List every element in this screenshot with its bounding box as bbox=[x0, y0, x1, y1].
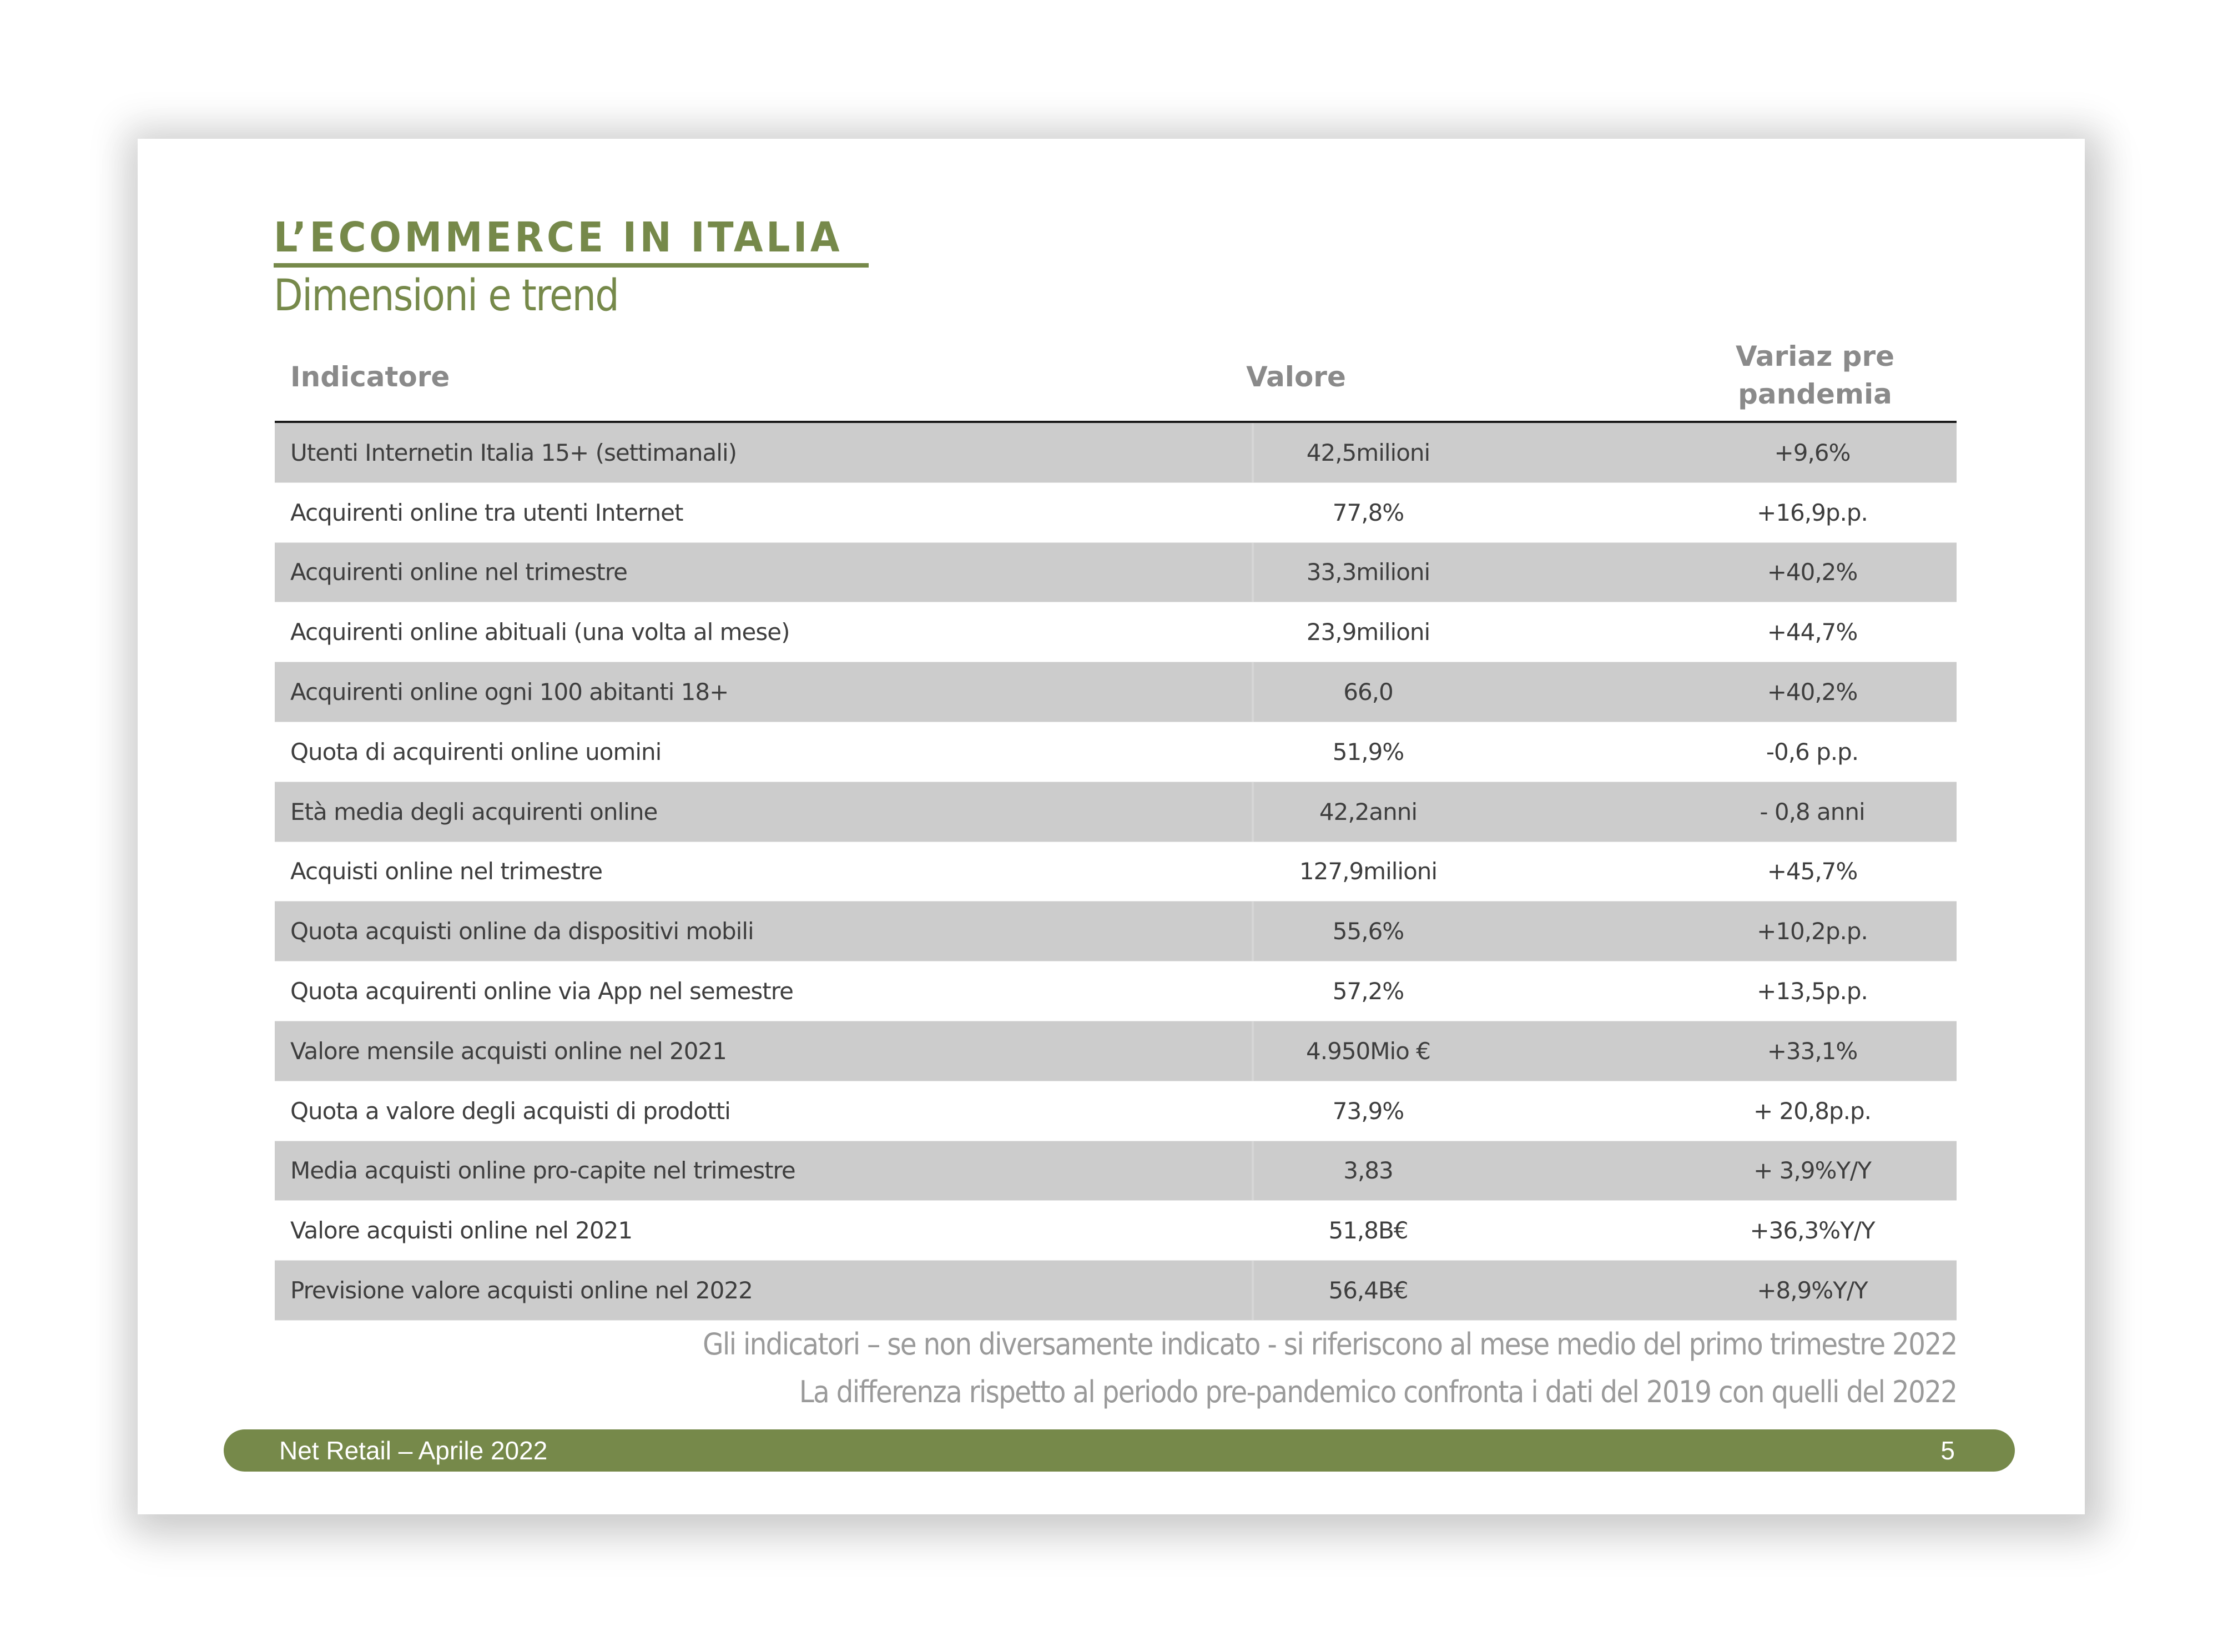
cell-variaz: +9,6% bbox=[1774, 439, 1851, 466]
cell-indicatore: Valore mensile acquisti online nel 2021 bbox=[290, 1037, 727, 1065]
cell-indicatore: Media acquisti online pro-capite nel trimestre bbox=[290, 1157, 795, 1185]
column-header-variaz-line1: Variaz pre bbox=[1735, 340, 1895, 372]
cell-variaz: + 3,9%Y/Y bbox=[1753, 1157, 1871, 1185]
cell-valore: 33,3milioni bbox=[1306, 558, 1430, 586]
column-header-valore: Valore bbox=[1246, 361, 1346, 393]
table-row bbox=[275, 1201, 1957, 1261]
cell-variaz: - 0,8 anni bbox=[1760, 798, 1865, 825]
table-header bbox=[275, 333, 1957, 423]
cell-variaz: +45,7% bbox=[1767, 858, 1858, 885]
table-row bbox=[275, 722, 1957, 782]
cell-indicatore: Età media degli acquirenti online bbox=[290, 798, 658, 825]
cell-indicatore: Quota di acquirenti online uomini bbox=[290, 738, 662, 765]
cell-variaz: -0,6 p.p. bbox=[1766, 738, 1859, 765]
page-number: 5 bbox=[1940, 1436, 1955, 1465]
column-header-variaz bbox=[1723, 338, 1907, 413]
cell-valore: 3,83 bbox=[1343, 1157, 1393, 1185]
column-header-variaz-line2: pandemia bbox=[1738, 378, 1892, 410]
table-row bbox=[275, 1021, 1957, 1081]
cell-valore: 55,6% bbox=[1332, 918, 1404, 945]
table-row bbox=[275, 842, 1957, 902]
table-row bbox=[275, 602, 1957, 662]
cell-variaz: +16,9p.p. bbox=[1757, 498, 1868, 526]
cell-valore: 23,9milioni bbox=[1306, 618, 1430, 646]
cell-indicatore: Quota acquirenti online via App nel semestre bbox=[290, 978, 793, 1005]
cell-indicatore: Quota a valore degli acquisti di prodotti bbox=[290, 1097, 730, 1125]
slide-subtitle: Dimensioni e trend bbox=[274, 271, 619, 321]
cell-variaz: +13,5p.p. bbox=[1757, 978, 1868, 1005]
table-row bbox=[275, 901, 1957, 961]
table-row bbox=[275, 961, 1957, 1021]
title-underline bbox=[274, 263, 869, 268]
cell-indicatore: Previsione valore acquisti online nel 2022 bbox=[290, 1277, 753, 1305]
cell-variaz: +8,9%Y/Y bbox=[1757, 1277, 1868, 1305]
table-row bbox=[275, 1141, 1957, 1201]
indicators-table bbox=[275, 333, 1957, 1321]
table-row bbox=[275, 483, 1957, 543]
table-row bbox=[275, 662, 1957, 722]
slide-title: L’ECOMMERCE IN ITALIA bbox=[274, 214, 843, 261]
cell-indicatore: Acquisti online nel trimestre bbox=[290, 858, 603, 885]
cell-valore: 127,9milioni bbox=[1299, 858, 1438, 885]
cell-indicatore: Acquirenti online ogni 100 abitanti 18+ bbox=[290, 678, 729, 706]
cell-variaz: +44,7% bbox=[1767, 618, 1858, 646]
cell-valore: 66,0 bbox=[1343, 678, 1393, 706]
cell-valore: 4.950Mio € bbox=[1306, 1037, 1430, 1065]
cell-indicatore: Quota acquisti online da dispositivi mobili bbox=[290, 918, 754, 945]
cell-variaz: + 20,8p.p. bbox=[1753, 1097, 1872, 1125]
table-row bbox=[275, 423, 1957, 483]
table-row bbox=[275, 782, 1957, 842]
cell-valore: 57,2% bbox=[1332, 978, 1404, 1005]
cell-valore: 51,8B€ bbox=[1328, 1217, 1408, 1245]
cell-indicatore: Acquirenti online abituali (una volta al mese) bbox=[290, 618, 790, 646]
footnote-reference-period: Gli indicatori – se non diversamente indicato - si riferiscono al mese medio del primo trimestre 2022 bbox=[702, 1327, 1957, 1362]
cell-variaz: +10,2p.p. bbox=[1757, 918, 1868, 945]
cell-variaz: +36,3%Y/Y bbox=[1750, 1217, 1875, 1245]
cell-valore: 42,5milioni bbox=[1306, 439, 1430, 466]
column-header-indicatore: Indicatore bbox=[290, 361, 450, 393]
footer-bar bbox=[224, 1429, 2015, 1472]
cell-valore: 73,9% bbox=[1332, 1097, 1404, 1125]
table-row bbox=[275, 1261, 1957, 1321]
cell-indicatore: Acquirenti online nel trimestre bbox=[290, 558, 627, 586]
table-row bbox=[275, 543, 1957, 603]
cell-variaz: +40,2% bbox=[1767, 678, 1858, 706]
footnote-pre-pandemic-comparison: La differenza rispetto al periodo pre-pandemico confronta i dati del 2019 con quelli del 2022 bbox=[799, 1374, 1957, 1409]
cell-variaz: +33,1% bbox=[1767, 1037, 1858, 1065]
cell-variaz: +40,2% bbox=[1767, 558, 1858, 586]
cell-indicatore: Acquirenti online tra utenti Internet bbox=[290, 498, 683, 526]
cell-valore: 77,8% bbox=[1332, 498, 1404, 526]
slide bbox=[138, 139, 2085, 1514]
cell-indicatore: Valore acquisti online nel 2021 bbox=[290, 1217, 633, 1245]
table-row bbox=[275, 1081, 1957, 1141]
cell-valore: 42,2anni bbox=[1319, 798, 1418, 825]
footer-source: Net Retail – Aprile 2022 bbox=[279, 1436, 548, 1465]
cell-valore: 56,4B€ bbox=[1328, 1277, 1408, 1305]
cell-indicatore: Utenti Internetin Italia 15+ (settimanali) bbox=[290, 439, 737, 466]
cell-valore: 51,9% bbox=[1332, 738, 1404, 765]
